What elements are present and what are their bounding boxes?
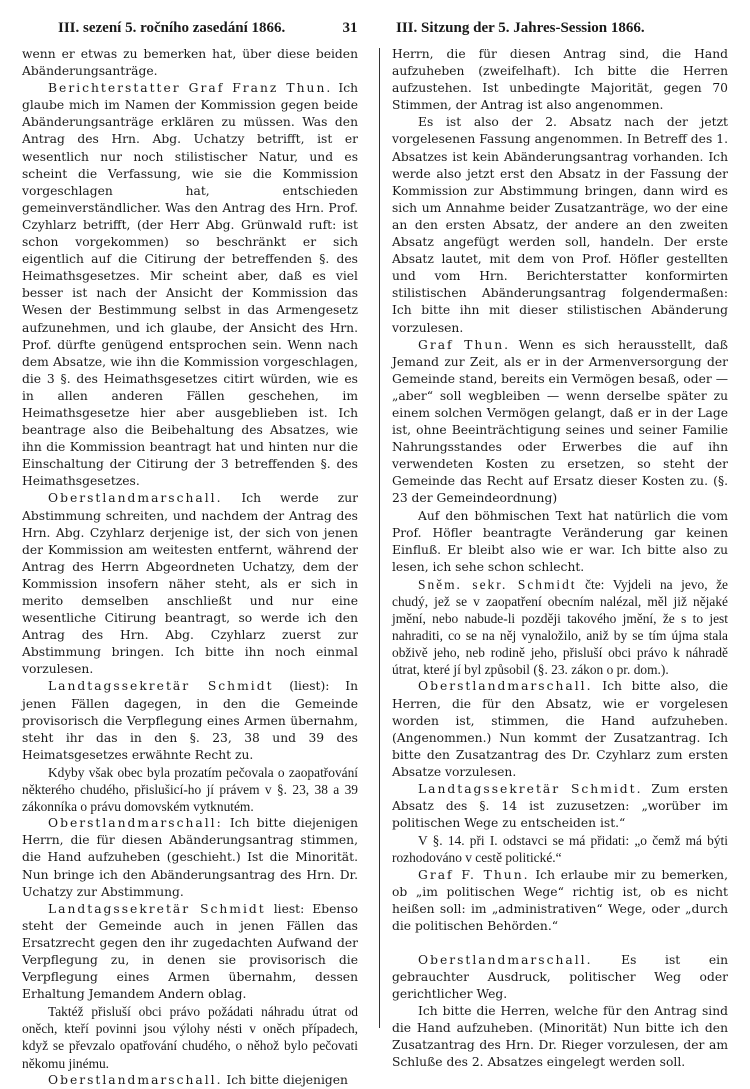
page-number: 31 [342,20,358,36]
paragraph-text: Taktéž přisluší obci právo požádati náhradu útrat od oněch, kteří povinni jsou výlohy nésti v oněch případech, když se převzalo opatřování chudého, o něhož bylo pečovati někomu jinému. [22,1004,358,1071]
paragraph [392,867,728,935]
speaker-name: Oberstlandmarschall. [48,1072,223,1087]
paragraph-text: Ich bitte die Herren, welche für den Antrag sind die Hand aufzuheben. (Minorität) Nun bitte ich den Zusatzantrag des Hrn. Dr. Rieger vorzulesen, der am Schluße des 2. Absatzes eingelegt werden soll. [392,1004,728,1070]
paragraph-text: Zum ersten Absatz des §. 14 ist zuzusetzen: „worüber im politischen Wege zu entscheiden ist.“ [392,782,728,831]
paragraph-text: wenn er etwas zu bemerken hat, über diese beiden Abänderungsanträge. [22,47,358,79]
paragraph [22,80,358,490]
paragraph [22,1072,358,1089]
paragraph-text: Ich bitte also, die Herren, die für den Absatz, wie er vorgelesen worden ist, stimmen, die Hand aufzuheben. (Angenommen.) Nun kommt der Zusatzantrag. Ich bitte den Zusatzantrag des Dr. Czyhlarz zum ersten Absatze vorzulesen. [392,679,728,779]
paragraph-text: Es ist ein gebrauchter Ausdruck, politischer Weg oder gerichtlicher Weg. [392,952,728,1002]
paragraph-text: čte: Vyjdeli na jevo, že chudý, jež se v zaopatření obecním nalézal, měl již nějaké jmění, nebo nabude-li později takového jmění, že s to jest nahraditi, co se na něj vynaložilo, aniž by se tím újma stala obživě jeho, neb rodině jeho, přisluší obci právo k náhradě útrat, které jí byl způsobil (§. 23. zákon o pr. dom.). [392,576,728,678]
paragraph-text: Ich bitte diejenigen Herrn, die für diesen Abänderungsantrag stimmen, die Hand aufzuheben (geschieht.) Ist die Minorität. Nun bringe ich den Abänderungsantrag des Hrn. Dr. Uchatzy zur Abstimmung. [22,816,358,899]
paragraph-text: V §. 14. při I. odstavci se má přidati: „o čemž má býti rozhodováno v cestě politické.“ [392,833,728,866]
left-column [22,46,358,1089]
paragraph-text: Es ist also der 2. Absatz nach der jetzt vorgelesenen Fassung angenommen. In Betreff des 1. Absatzes ist kein Abänderungsantrag vorhanden. Ich werde also jetzt erst den Absatz in der Fassung der Kommission zur Abstimmung bringen, dann wird es sich um Annahme beider Zusatzanträge, wo der eine an den ersten Absatz, der andere an den zweiten Absatz angefügt werden soll, handeln. Der erste Absatz lautet, mit dem von Prof. Höfler gestellten und vom Hrn. Berichterstatter konformirten stilistischen Abänderungsantrag folgendermaßen: Ich bitte ihn mit dieser stilistischen Abänderung vorzulesen. [392,115,728,335]
paragraph-text: Ich erlaube mir zu bemerken, ob „im politischen Wege“ richtig ist, ob es nicht heißen soll: im „administrativen“ Wege, oder „durch die politischen Behörden.“ [392,867,728,933]
speaker-name: Oberstlandmarschall. [418,952,593,967]
paragraph-text: Wenn es sich herausstellt, daß Jemand zur Zeit, als er in der Armenversorgung der Gemeinde stand, bereits ein Vermögen besaß, oder — „aber“ soll wegbleiben — wenn derselbe später zu einem solchen Vermögen gelangt, daß er in der Lage ist, ohne Beeinträchtigung seines und seiner Familie Nahrungsstandes oder Erwerbes die auf ihn verwendeten Kosten zu ersetzen, so steht der Gemeinde das Recht auf Ersatz dieser Kosten zu. (§. 23 der Gemeindeordnung) [392,337,729,506]
speaker-name: Landtagssekretär Schmidt [48,901,266,916]
paragraph [392,832,728,866]
paragraph [392,46,728,114]
paragraph [22,46,358,80]
paragraph-text: Ich bitte diejenigen [222,1072,348,1087]
speaker-name: Oberstlandmarschall: [48,816,223,831]
paragraph [22,901,358,1004]
paragraph-text: Ich werde zur Abstimmung schreiten, und nachdem der Antrag des Hrn. Abg. Czyhlarz derjenige ist, der sich von jenen der Kommission am weitesten entfernt, während der Antrag des Herrn Abgeordneten Uchatzy, dem der Kommission insofern näher steht, als er sich in merito demselben anschließt und nur eine wesentliche Citirung beantragt, so werde ich den Antrag des Hrn. Abg. Czyhlarz zuerst zur Abstimmung bringen. Ich bitte ihn noch einmal vorzulesen. [22,491,358,677]
paragraph [22,678,358,763]
speaker-name: Oberstlandmarschall. [418,679,593,694]
paragraph [22,1003,358,1071]
page-header-right: III. Sitzung der 5. Jahres-Session 1866. [396,20,645,36]
speaker-name: Berichterstatter Graf Franz Thun. [48,81,333,96]
paragraph-text: Kdyby však obec byla prozatím pečovala o zaopatřování některého chudého, přislušicí-ho jí právem v §. 23, 38 a 39 zákonníka o právu domovském vytknutém. [22,764,358,815]
paragraph [392,576,728,679]
paragraph-text: Ich glaube mich im Namen der Kommission gegen beide Abänderungsanträge erklären zu müssen. Was den Antrag des Hrn. Abg. Uchatzy betrifft, ist er wesentlich nur noch stilistischer Natur, und es scheint die Verfassung, wie sie die Kommission vorgeschlagen hat, entschieden gemeinverständlicher. Was den Antrag des Hrn. Prof. Czyhlarz betrifft, (der Herr Abg. Grünwald ruft: ist schon vorgekommen) so beschränkt er sich eigentlich auf die Citirung der betreffenden §. des Heimathsgesetzes. Mir scheint aber, daß es viel besser ist nach der Ansicht der Kommission das Wesen der Bestimmung selbst in das Armengesetz aufzunehmen, und ich glaube, der Ansicht des Hrn. Prof. dürfte genügend entsprochen sein. Wenn nach dem Absatze, wie ihn die Kommission vorgeschlagen, die 3 §. des Heimathsgesetzes citirt würden, wie es in allen anderen Fällen geschehen, im Heimathsgesetze hier aber ausgeblieben ist. Ich beantrage also die Beibehaltung des Absatzes, wie ihn die Kommission beantragt hat und hinten nur die Einschaltung der Citirung der 3 betreffenden §. des Heimathsgesetzes. [22,81,358,489]
page-header-left: III. sezení 5. ročního zasedání 1866. [58,20,286,36]
paragraph-text: liest: Ebenso steht der Gemeinde auch in jenen Fällen das Ersatzrecht gegen den ihr zugedachten Aufwand der Verpflegung zu, in denen sie provisorisch die Verpflegung eines Armen übernahm, dessen Erhaltung Jemandem Andern oblag. [22,901,358,1002]
speaker-name: Graf Thun. [418,337,511,352]
paragraph [392,114,728,336]
speaker-name: Graf F. Thun. [418,867,530,882]
right-column [392,46,728,1072]
speaker-name: Oberstlandmarschall. [48,491,223,506]
paragraph [22,490,358,678]
paragraph-text: Auf den böhmischen Text hat natürlich die vom Prof. Höfler beantragte Veränderung gar keinen Einfluß. Er bleibt also wie er war. Ich bitte also zu lesen, ich sehe schon schlecht. [392,508,728,574]
paragraph [392,678,728,781]
column-divider [379,48,380,1028]
speaker-name: Landtagssekretär Schmidt. [418,782,643,797]
paragraph-text: (liest): In jenen Fällen dagegen, in den die Gemeinde provisorisch die Verpflegung eines Armen übernahm, steht ihr das in den §. 23, 38 und 39 des Heimatsgesetzes erwähnte Recht zu. [22,679,358,762]
paragraph [392,952,728,1003]
paragraph [22,764,358,815]
speaker-name: Sněm. sekr. Schmidt [418,576,577,592]
speaker-name: Landtagssekretär Schmidt [48,679,274,694]
paragraph [22,815,358,900]
paragraph [392,781,728,832]
paragraph [392,1003,728,1071]
paragraph [392,337,728,508]
page-header [0,20,750,40]
paragraph-text: Herrn, die für diesen Antrag sind, die Hand aufzuheben (zweifelhaft). Ich bitte die Herren aufzustehen. Ist unbedingte Majorität, gegen 70 Stimmen, der Antrag ist also angenommen. [392,47,728,113]
paragraph [392,508,728,576]
